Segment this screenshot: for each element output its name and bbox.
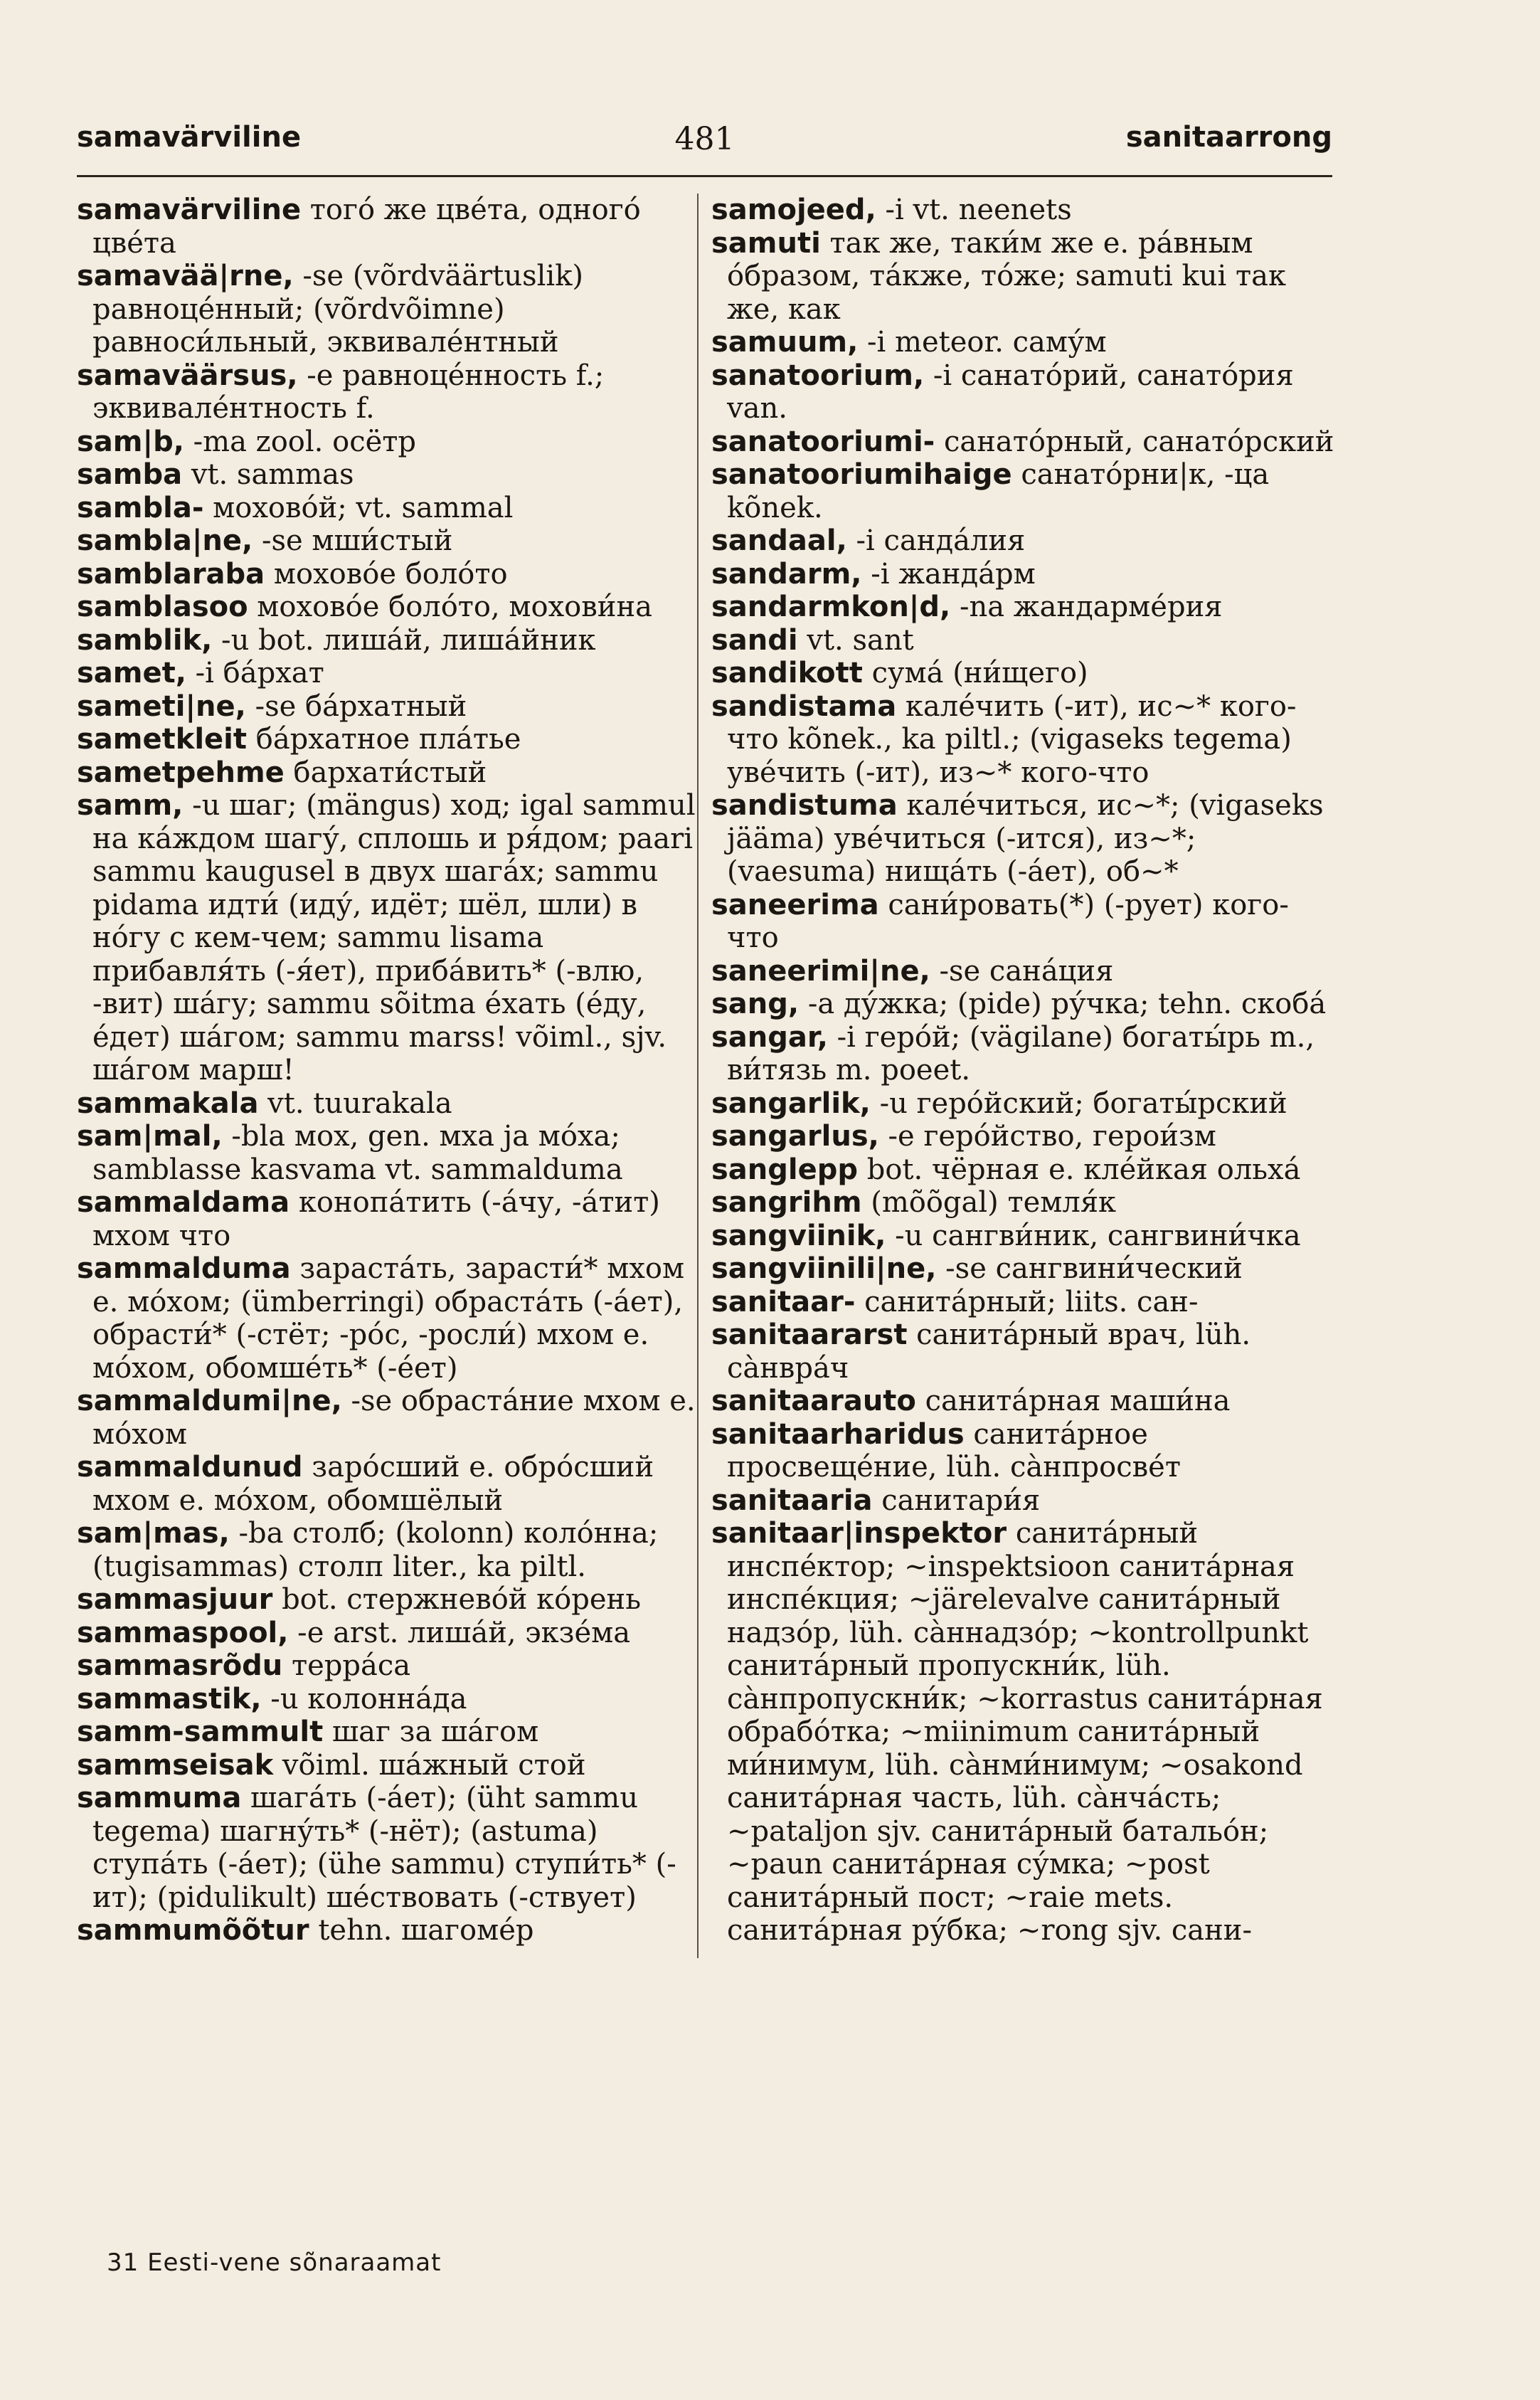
dictionary-entry: sangviinik, -u сангви́ник, сангвини́чка [711, 1219, 1301, 1252]
dictionary-entry: sanatoorium, -i санато́рий, санато́рия van. [711, 359, 1294, 425]
dictionary-entry: sandarm, -i жанда́рм [711, 557, 1036, 591]
dictionary-entry: sandarmkon|d, -na жандарме́рия [711, 591, 1223, 623]
dictionary-entry: sandikott сума́ (ни́щего) [711, 657, 1088, 689]
dictionary-entry: sanitaararst санита́рный врач, lüh. са̀нвра́ч [711, 1318, 1251, 1385]
dictionary-entry: sandistuma кале́читься, ис~*; (vigaseks jääma) уве́читься (-ится), из~*; (vaesuma) нища́ть (-а́ет), об~* [711, 789, 1324, 888]
dictionary-entry: sammalduma зараста́ть, зарасти́* мхом e. мо́хом; (ümberringi) обраста́ть (-а́ет), обрасти́* (-стёт; -ро́с, -росли́) мхом e. мо́хом, обомше́ть* (-е́ет) [77, 1252, 685, 1385]
header-first-word: samavärviline [77, 121, 302, 154]
dictionary-entry: sametkleit ба́рхатное пла́тье [77, 723, 521, 756]
dictionary-entry: samet, -i ба́рхат [77, 657, 324, 689]
dictionary-entry: samavää|rne, -se (võrdväärtuslik) равноце́нный; (võrdvõimne) равноси́льный, эквивале́нтный [77, 260, 584, 359]
dictionary-entry: sangar, -i геро́й; (vägilane) богаты́рь m., ви́тязь m. poeet. [711, 1020, 1315, 1087]
dictionary-entry: sammastik, -u колонна́да [77, 1682, 467, 1716]
dictionary-entry: sanatooriumi- санато́рный, санато́рский [711, 425, 1334, 458]
dictionary-entry: sang, -a ду́жка; (pide) ру́чка; tehn. скоба́ [711, 988, 1327, 1020]
dictionary-entry: sanglepp bot. чёрная e. кле́йкая ольха́ [711, 1153, 1301, 1186]
dictionary-entry: sam|mas, -ba столб; (kolonn) коло́нна; (tugisammas) столп liter., ka piltl. [77, 1517, 659, 1583]
dictionary-entry: sandistama кале́чить (-ит), ис~* кого-что kõnek., ka piltl.; (vigaseks tegema) уве́чить (-ит), из~* кого-что [711, 689, 1297, 789]
dictionary-entry: samavärviline того́ же цве́та, одного́ цве́та [77, 194, 641, 260]
dictionary-entry: samblaraba мохово́е боло́то [77, 557, 508, 591]
dictionary-entry: sangarlus, -e геро́йство, герои́зм [711, 1120, 1216, 1153]
header-rule [77, 175, 1332, 177]
right-column [711, 194, 1337, 1947]
dictionary-entry: samba vt. sammas [77, 458, 354, 491]
dictionary-entry: sammseisak võiml. ша́жный стой [77, 1748, 586, 1782]
signature-footer: 31 Eesti-vene sõnaraamat [107, 2248, 442, 2277]
dictionary-entry: sametpehme бархати́стый [77, 756, 487, 789]
dictionary-entry: samuum, -i meteor. саму́м [711, 326, 1107, 359]
dictionary-entry: sam|mal, -bla мох, gen. мха ja мо́ха; samblasse kasvama vt. sammalduma [77, 1120, 623, 1186]
dictionary-entry: sambla|ne, -se мши́стый [77, 524, 453, 557]
running-header [77, 114, 1332, 164]
dictionary-entry: sandi vt. sant [711, 623, 914, 657]
dictionary-entry: sammaldunud заро́сший e. обро́сший мхом e. мо́хом, обомшёлый [77, 1451, 654, 1517]
dictionary-entry: samaväärsus, -e равноце́нность f.; эквивале́нтность f. [77, 359, 605, 425]
dictionary-entry: samuti так же, таки́м же e. ра́вным о́бразом, та́кже, то́же; samuti kui так же, как [711, 226, 1286, 326]
dictionary-entry: sammakala vt. tuurakala [77, 1087, 452, 1120]
dictionary-entry: sam|b, -ma zool. осётр [77, 425, 416, 458]
dictionary-entry: samblik, -u bot. лиша́й, лиша́йник [77, 623, 596, 657]
dictionary-entry: sanitaaria санитари́я [711, 1484, 1041, 1517]
dictionary-entry: sanitaarauto санита́рная маши́на [711, 1385, 1231, 1417]
dictionary-entry: sangrihm (mõõgal) темля́к [711, 1186, 1117, 1219]
dictionary-entry: sanitaarharidus санита́рное просвеще́ние, lüh. са̀нпросве́т [711, 1417, 1181, 1484]
dictionary-entry: saneerimi|ne, -se сана́ция [711, 954, 1114, 988]
left-column [77, 194, 703, 1947]
dictionary-entry: sandaal, -i санда́лия [711, 524, 1026, 557]
dictionary-entry: sameti|ne, -se ба́рхатный [77, 689, 467, 723]
dictionary-entry: sammasjuur bot. стержнево́й ко́рень [77, 1583, 641, 1616]
dictionary-entry: saneerima сани́ровать(*) (-рует) кого-что [711, 888, 1289, 954]
dictionary-entry: samojeed, -i vt. neenets [711, 194, 1072, 226]
dictionary-entry: samblasoo мохово́е боло́то, мохови́на [77, 591, 652, 623]
dictionary-entry: sammasrõdu терра́са [77, 1649, 411, 1682]
dictionary-entry: sangarlik, -u геро́йский; богаты́рский [711, 1087, 1287, 1120]
dictionary-entry: samm, -u шаг; (mängus) ход; igal sammul на ка́ждом шагу́, сплошь и ря́дом; paari sammu kaugusel в двух шага́х; sammu pidama идти́ (иду́, идёт; шёл, шли) в но́гу с кем-чем; sammu lisama прибавля́ть (-я́ет), приба́вить* (-влю, -вит) ша́гу; sammu sõitma е́хать (е́ду, е́дет) ша́гом; sammu marss! võiml., sjv. ша́гом марш! [77, 789, 696, 1087]
dictionary-entry: sammaspool, -e arst. лиша́й, экзе́ма [77, 1616, 631, 1649]
dictionary-entry: sammuma шага́ть (-а́ет); (üht sammu tegema) шагну́ть* (-нёт); (astuma) ступа́ть (-а́ет); (ühe sammu) ступи́ть* (-ит); (pidulikult) ше́ствовать (-ствует) [77, 1782, 676, 1914]
page-number: 481 [674, 121, 735, 157]
dictionary-entry: samm-sammult шаг за ша́гом [77, 1716, 539, 1748]
dictionary-entry: sanitaar|inspektor санита́рный инспе́ктор; ~inspektsioon санита́рная инспе́кция; ~järelevalve санита́рный надзо́р, lüh. са̀ннадзо́р; ~kontrollpunkt санита́рный пропускни́к, lüh. са̀нпропускни́к; ~korrastus санита́рная обрабо́тка; ~miinimum санита́рный ми́нимум, lüh. са̀нми́нимум; ~osakond санита́рная часть, lüh. са̀нча́сть; ~pataljon sjv. санита́рный батальо́н; ~paun санита́рная су́мка; ~post санита́рный пост; ~raie mets. санита́рная ру́бка; ~rong sjv. сани- [711, 1517, 1323, 1947]
dictionary-entry: sangviinili|ne, -se сангвини́ческий [711, 1252, 1243, 1285]
dictionary-entry: sammumõõtur tehn. шагоме́р [77, 1914, 534, 1947]
header-last-word: sanitaarrong [1125, 121, 1332, 154]
dictionary-entry: sanatooriumihaige санато́рни|к, -ца kõnek. [711, 458, 1270, 524]
dictionary-entry: sammaldumi|ne, -se обраста́ние мхом e. мо́хом [77, 1385, 696, 1451]
dictionary-entry: sanitaar- санита́рный; liits. сан- [711, 1285, 1199, 1318]
dictionary-entry: sambla- мохово́й; vt. sammal [77, 491, 514, 524]
dictionary-entry: sammaldama конопа́тить (-а́чу, -а́тит) мхом что [77, 1186, 660, 1252]
